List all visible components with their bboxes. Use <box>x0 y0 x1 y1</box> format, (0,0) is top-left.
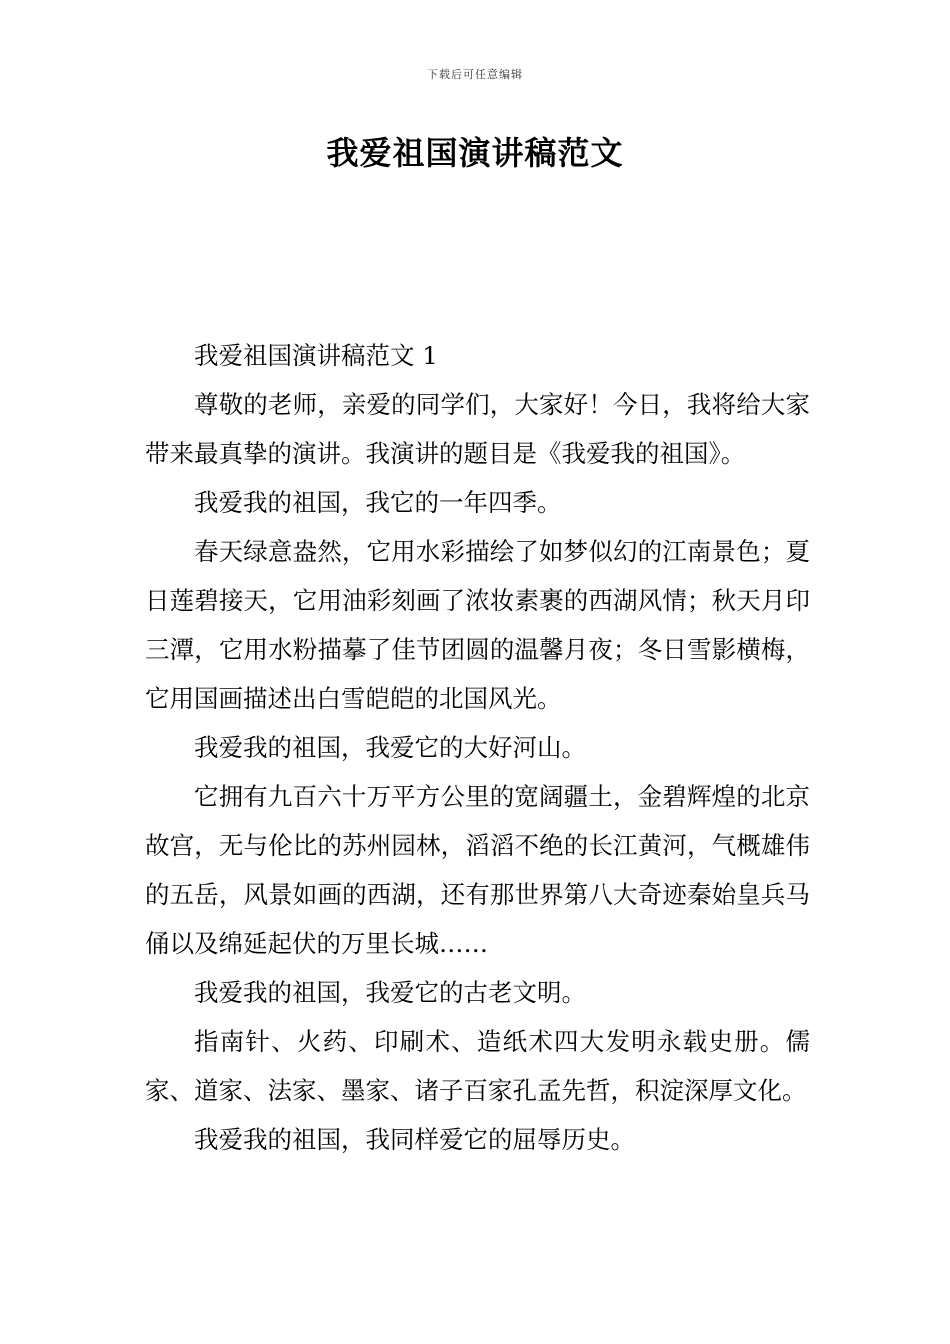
section-heading: 我爱祖国演讲稿范文 1 <box>194 341 438 370</box>
paragraph: 我爱我的祖国，我它的一年四季。 <box>194 488 562 517</box>
paragraph: 尊敬的老师，亲爱的同学们，大家好！今日，我将给大家带来最真挚的演讲。我演讲的题目是《我爱我的祖国》。 <box>145 390 810 468</box>
document-title: 我爱祖国演讲稿范文 <box>326 134 624 172</box>
paragraph: 它拥有九百六十万平方公里的宽阔疆土，金碧辉煌的北京故宫，无与伦比的苏州园林，滔滔不绝的长江黄河，气概雄伟的五岳，风景如画的西湖，还有那世界第八大奇迹秦始皇兵马俑以及绵延起伏的万里长城…… <box>145 782 810 958</box>
paragraph: 我爱我的祖国，我同样爱它的屈辱历史。 <box>194 1125 635 1154</box>
paragraph: 指南针、火药、印刷术、造纸术四大发明永载史册。儒家、道家、法家、墨家、诸子百家孔孟先哲，积淀深厚文化。 <box>145 1027 810 1105</box>
header-note: 下载后可任意编辑 <box>427 68 523 81</box>
paragraph: 我爱我的祖国，我爱它的大好河山。 <box>194 733 586 762</box>
paragraph: 春天绿意盎然，它用水彩描绘了如梦似幻的江南景色；夏日莲碧接天，它用油彩刻画了浓妆素裹的西湖风情；秋天月印三潭，它用水粉描摹了佳节团圆的温馨月夜；冬日雪影横梅，它用国画描述出白雪皑皑的北国风光。 <box>145 537 810 713</box>
paragraph: 我爱我的祖国，我爱它的古老文明。 <box>194 978 586 1007</box>
document-body <box>145 331 810 1164</box>
